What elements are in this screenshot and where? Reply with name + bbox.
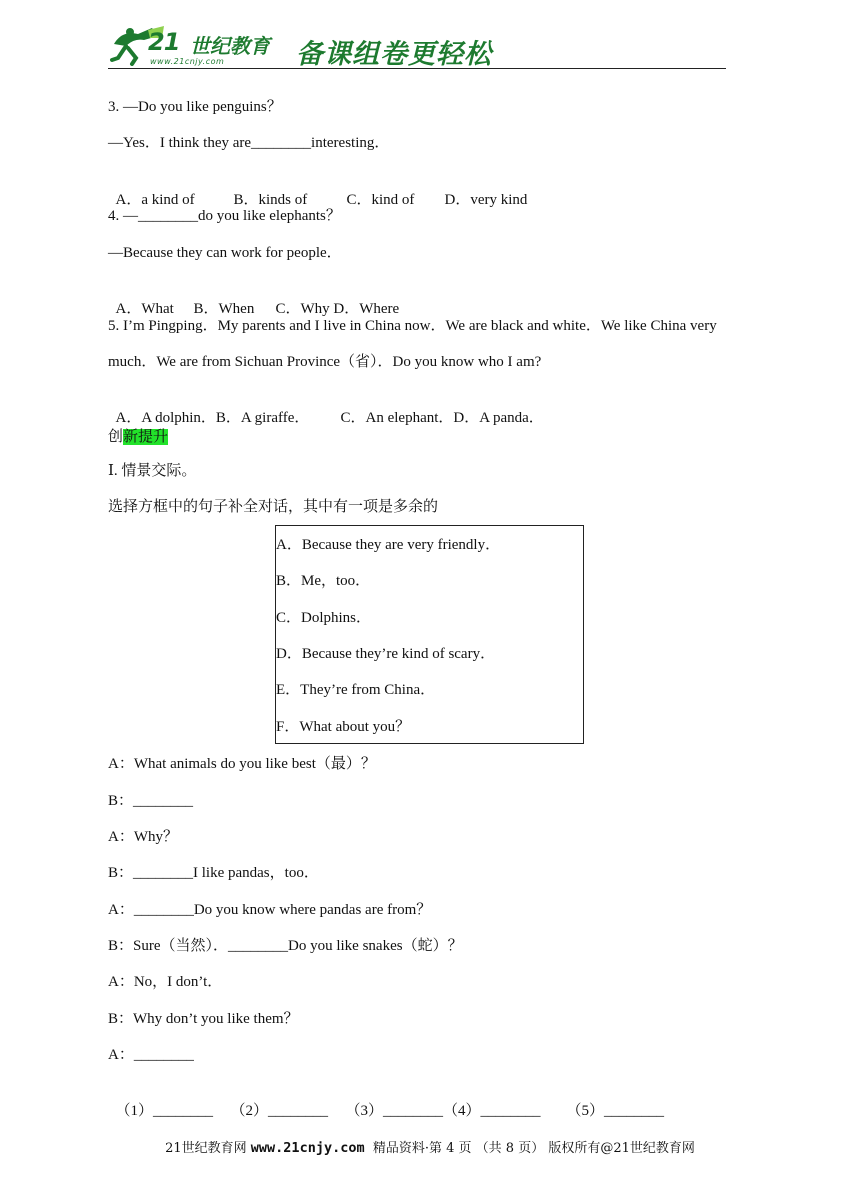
answer-blank-1: （1）________ — [115, 1103, 214, 1119]
choice-box — [275, 525, 584, 744]
question-3-stem: 3. —Do you like penguins？ — [108, 99, 282, 115]
option-c: C．kind of — [346, 192, 415, 208]
footer-site: www.21cnjy.com — [250, 1140, 365, 1156]
option-c-d: C．An elephant．D．A panda． — [340, 410, 544, 426]
question-3-options — [108, 170, 527, 210]
question-4-reply: —Because they can work for people． — [108, 245, 342, 261]
question-5-options — [108, 388, 544, 428]
choice-d: D．Because they’re kind of scary． — [276, 646, 496, 662]
site-logo — [108, 22, 288, 70]
option-a-b: A．A dolphin．B．A giraffe． — [115, 410, 310, 426]
dialogue-line-8: B：Why don’t you like them？ — [108, 1011, 299, 1027]
dialogue-line-2: B：________ — [108, 793, 194, 809]
part-title: Ⅰ. 情景交际。 — [108, 463, 197, 479]
option-a: A．What — [115, 301, 174, 317]
answer-blanks — [108, 1081, 664, 1121]
question-4-options — [108, 279, 399, 319]
choice-e: E．They’re from China． — [276, 682, 436, 698]
question-5-stem-line-2: much．We are from Sichuan Province（省）．Do you know who I am? — [108, 354, 542, 370]
header-divider — [108, 68, 726, 69]
logo-number: 21 — [148, 28, 180, 56]
dialogue-line-1: A：What animals do you like best（最）？ — [108, 756, 376, 772]
answer-blank-5: （5）________ — [566, 1103, 665, 1119]
choice-c: C．Dolphins． — [276, 610, 372, 626]
footer-right: 精品资料·第 4 页 （共 8 页） 版权所有@21世纪教育网 — [364, 1141, 695, 1156]
page-header — [108, 22, 726, 70]
dialogue-line-4: B：________I like pandas，too． — [108, 865, 319, 881]
dialogue-line-6: B：Sure（当然）．________Do you like snakes（蛇）？ — [108, 938, 463, 954]
dialogue-line-3: A：Why？ — [108, 829, 178, 845]
question-3-reply: —Yes．I think they are________interesting． — [108, 135, 390, 151]
logo-url: www.21cnjy.com — [150, 57, 225, 66]
dialogue-line-9: A：________ — [108, 1047, 194, 1063]
section-title-highlight: 新提升 — [123, 429, 169, 445]
footer-left: 21世纪教育网 — [165, 1141, 251, 1156]
choice-b: B．Me，too． — [276, 573, 371, 589]
dialogue-line-7: A：No，I don’t． — [108, 974, 223, 990]
page-footer — [0, 1139, 860, 1158]
option-c-d: C．Why D．Where — [275, 301, 400, 317]
question-5-stem-line-1: 5. I’m Pingping．My parents and I live in China now．We are black and white．We like China very — [108, 318, 717, 334]
question-4-stem: 4. —________do you like elephants？ — [108, 208, 341, 224]
choice-a: A．Because they are very friendly． — [276, 537, 501, 553]
answer-blank-2: （2）________ — [230, 1103, 329, 1119]
dialogue-line-5: A：________Do you know where pandas are from？ — [108, 902, 432, 918]
instruction: 选择方框中的句子补全对话，其中有一项是多余的 — [108, 499, 439, 515]
section-title-plain: 创 — [108, 429, 124, 445]
option-d: D．very kind — [444, 192, 528, 208]
choice-f: F．What about you？ — [276, 719, 411, 735]
option-a: A．a kind of — [115, 192, 195, 208]
logo-name: 世纪教育 — [190, 34, 270, 58]
header-slogan: 备课组卷更轻松 — [296, 39, 492, 70]
option-b: B．kinds of — [233, 192, 308, 208]
section-title — [108, 425, 168, 449]
option-b: B．When — [193, 301, 255, 317]
answer-blank-3-4: （3）________（4）________ — [345, 1103, 541, 1119]
